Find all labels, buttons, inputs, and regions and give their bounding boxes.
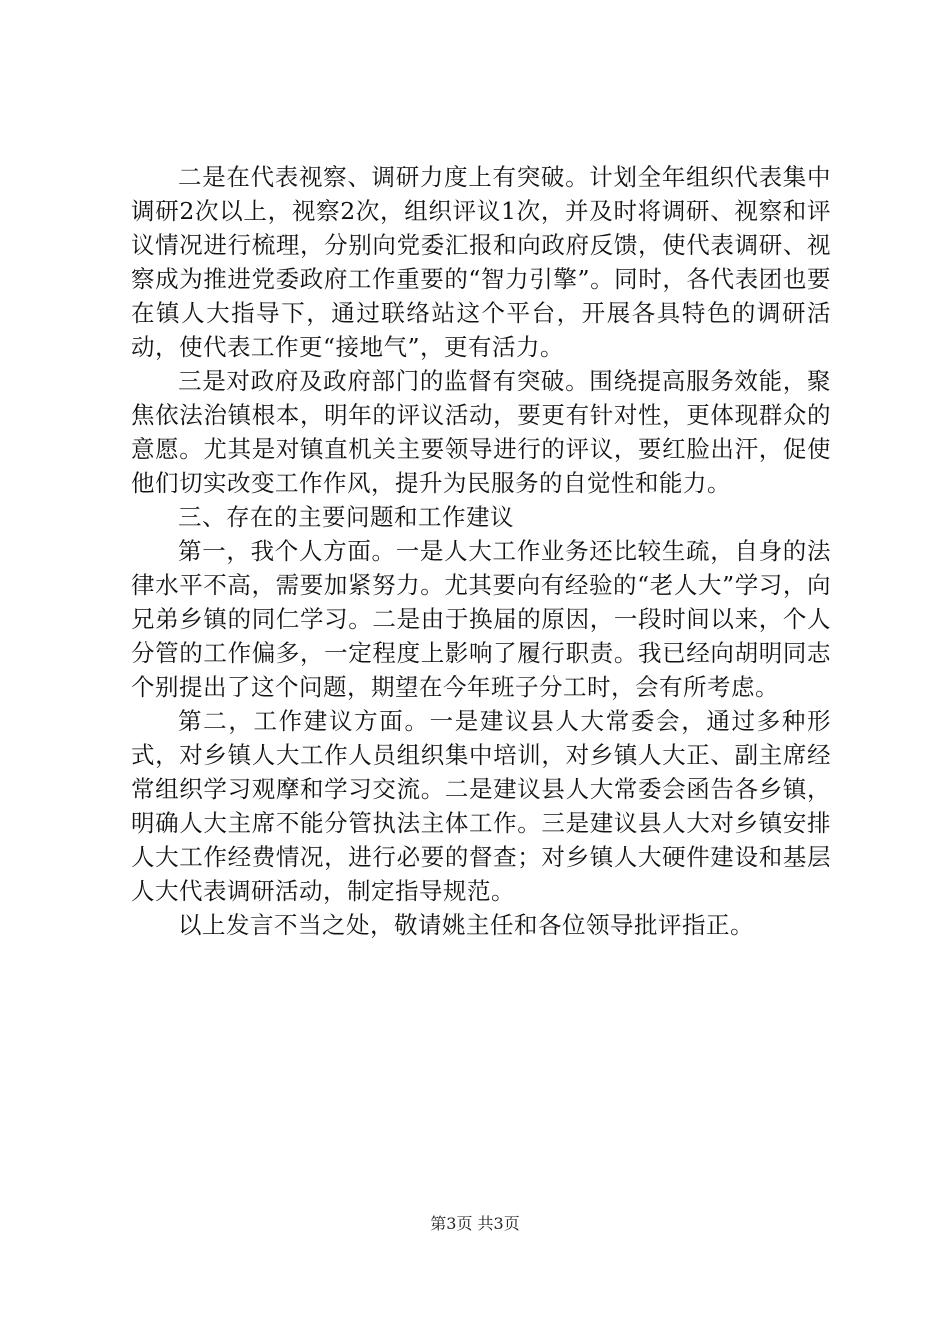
- paragraph-supervision-breakthrough: 三是对政府及政府部门的监督有突破。围绕提高服务效能，聚焦依法治镇根本，明年的评议活动，要更有针对性，更体现群众的意愿。尤其是对镇直机关主要领导进行的评议，要红脸出汗，促使他们切实改变工作作风，提升为民服务的自觉性和能力。: [131, 367, 831, 497]
- document-body: [131, 160, 831, 942]
- paragraph-personal-aspect: 第一，我个人方面。一是人大工作业务还比较生疏，自身的法律水平不高，需要加紧努力。尤其要向有经验的“老人大”学习，向兄弟乡镇的同仁学习。二是由于换届的原因，一段时间以来，个人分管的工作偏多，一定程度上影响了履行职责。我已经向胡明同志个别提出了这个问题，期望在今年班子分工时，会有所考虑。: [131, 537, 831, 701]
- page-number-footer: 第3页 共3页: [430, 1214, 520, 1233]
- paragraph-work-suggestions: 第二，工作建议方面。一是建议县人大常委会，通过多种形式，对乡镇人大工作人员组织集中培训，对乡镇人大正、副主席经常组织学习观摩和学习交流。二是建议县人大常委会函告各乡镇，明确人大主席不能分管执法主体工作。三是建议县人大对乡镇安排人大工作经费情况，进行必要的督查；对乡镇人大硬件建设和基层人大代表调研活动，制定指导规范。: [131, 707, 831, 905]
- section-heading-problems-suggestions: 三、存在的主要问题和工作建议: [178, 503, 514, 531]
- paragraph-closing-remark: 以上发言不当之处，敬请姚主任和各位领导批评指正。: [178, 911, 754, 939]
- paragraph-inspection-breakthrough: 二是在代表视察、调研力度上有突破。计划全年组织代表集中调研2次以上，视察2次，组织评议1次，并及时将调研、视察和评议情况进行梳理，分别向党委汇报和向政府反馈，使代表调研、视察成为推进党委政府工作重要的“智力引擎”。同时，各代表团也要在镇人大指导下，通过联络站这个平台，开展各具特色的调研活动，使代表工作更“接地气”，更有活力。: [131, 163, 831, 361]
